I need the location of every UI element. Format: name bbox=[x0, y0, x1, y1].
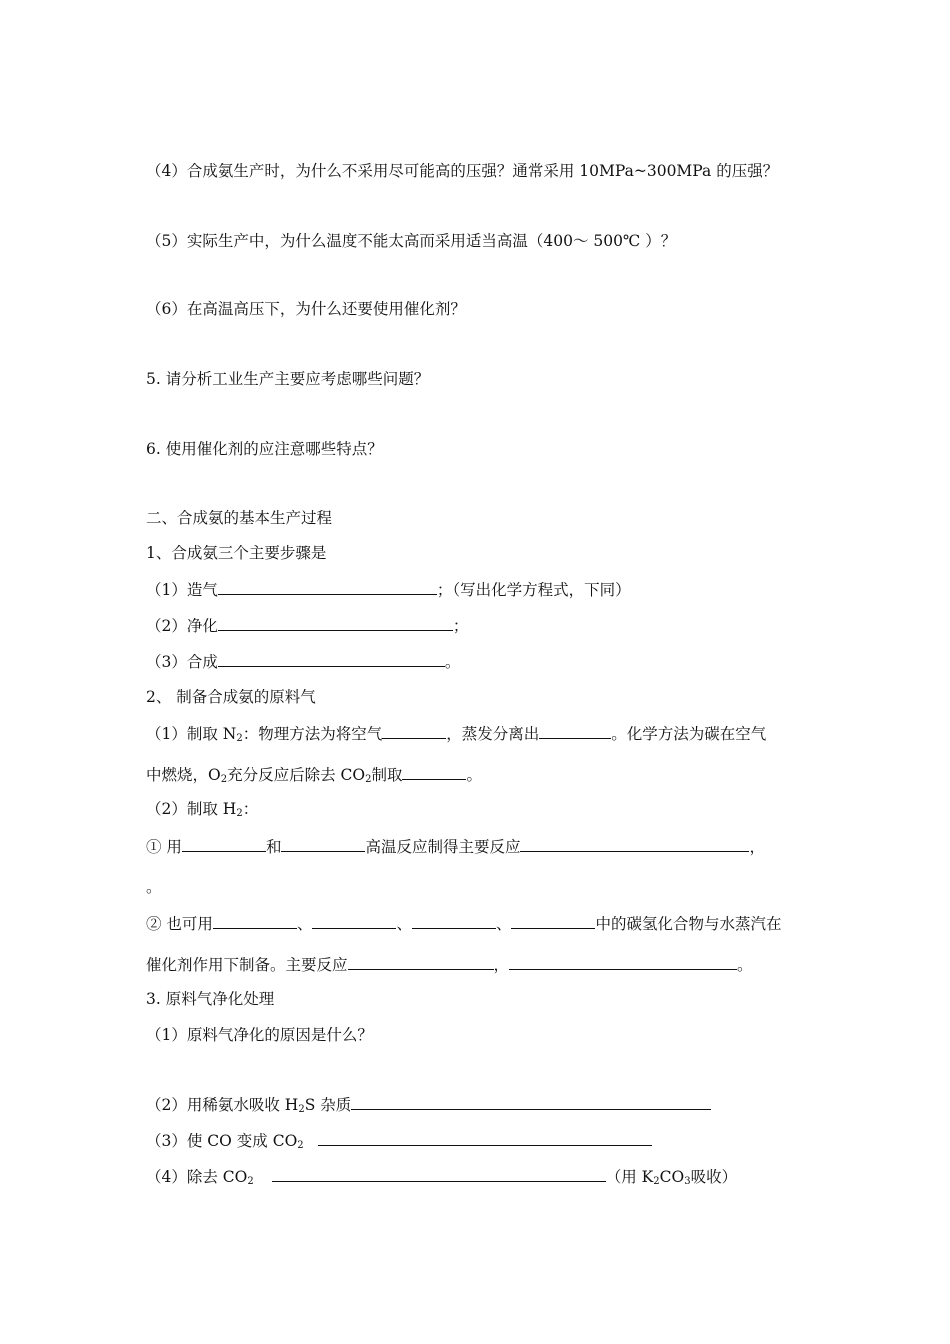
purification-title: 3. 原料气净化处理 bbox=[146, 990, 275, 1008]
answer-blank[interactable] bbox=[281, 836, 365, 852]
punctuation: 。 bbox=[444, 653, 461, 671]
h2-method-2-line1 bbox=[146, 913, 782, 934]
answer-blank[interactable] bbox=[318, 1130, 652, 1146]
text: 。化学方法为碳在空气 bbox=[611, 725, 767, 743]
h2s-absorption bbox=[146, 1094, 711, 1115]
text: 高温反应制得主要反应 bbox=[365, 838, 521, 856]
text: 、 bbox=[495, 915, 512, 933]
subscript: 2 bbox=[236, 733, 243, 744]
answer-blank[interactable] bbox=[520, 836, 749, 852]
n2-prep-line2 bbox=[146, 764, 482, 785]
text: 中燃烧，O bbox=[146, 766, 221, 784]
step-synthesis bbox=[146, 651, 460, 672]
question-5: 5. 请分析工业生产主要应考虑哪些问题？ bbox=[146, 370, 430, 388]
answer-blank[interactable] bbox=[348, 954, 494, 970]
subscript: 3 bbox=[684, 1176, 691, 1187]
raw-gas-title: 2、 制备合成氨的原料气 bbox=[146, 688, 316, 706]
text: ① 用 bbox=[146, 838, 182, 856]
answer-blank[interactable] bbox=[402, 764, 466, 780]
text: （4）除去 CO bbox=[146, 1168, 248, 1186]
question-4-5: （5）实际生产中，为什么温度不能太高而采用适当高温（400～ 500℃ ）？ bbox=[146, 232, 677, 250]
answer-blank[interactable] bbox=[511, 913, 595, 929]
answer-blank[interactable] bbox=[213, 913, 297, 929]
h2-method-1-end: 。 bbox=[146, 878, 162, 896]
answer-blank[interactable] bbox=[351, 1094, 711, 1110]
h2-prep-title bbox=[146, 799, 258, 819]
question-6: 6. 使用催化剂的应注意哪些特点？ bbox=[146, 440, 383, 458]
text: 制取 bbox=[371, 766, 403, 784]
purification-reason: （1）原料气净化的原因是什么？ bbox=[146, 1026, 373, 1044]
text: （1）制取 N bbox=[146, 725, 237, 743]
text: ：物理方法为将空气 bbox=[242, 725, 383, 743]
h2-method-1 bbox=[146, 836, 765, 857]
text: 。 bbox=[737, 956, 753, 974]
answer-blank[interactable] bbox=[272, 1166, 606, 1182]
answer-blank[interactable] bbox=[382, 723, 446, 739]
punctuation: ； bbox=[452, 617, 469, 635]
text: （3）使 CO 变成 CO bbox=[146, 1132, 298, 1150]
co2-removal bbox=[146, 1166, 737, 1187]
question-4-6: （6）在高温高压下，为什么还要使用催化剂？ bbox=[146, 300, 466, 318]
section-2-heading: 二、合成氨的基本生产过程 bbox=[146, 509, 333, 527]
step-purification-label: （2）净化 bbox=[146, 617, 218, 635]
text: ， bbox=[749, 838, 765, 856]
n2-prep-line1 bbox=[146, 723, 766, 744]
subscript: 2 bbox=[365, 774, 372, 785]
text: 充分反应后除去 CO bbox=[227, 766, 366, 784]
text: 。 bbox=[466, 766, 482, 784]
text: （2）制取 H bbox=[146, 800, 237, 818]
answer-blank[interactable] bbox=[218, 651, 445, 667]
text: 、 bbox=[296, 915, 313, 933]
text: 、 bbox=[396, 915, 412, 933]
step-synthesis-label: （3）合成 bbox=[146, 653, 218, 671]
text: 和 bbox=[265, 838, 282, 856]
text: 催化剂作用下制备。主要反应 bbox=[146, 956, 348, 974]
answer-blank[interactable] bbox=[218, 579, 437, 595]
text: （用 K bbox=[605, 1168, 654, 1186]
step-gas-making-label: （1）造气 bbox=[146, 581, 218, 599]
co-conversion bbox=[146, 1130, 652, 1151]
text: 吸收） bbox=[690, 1168, 738, 1186]
question-4-4: （4）合成氨生产时，为什么不采用尽可能高的压强？通常采用 10MPa~300MPa 的压强？ bbox=[146, 162, 779, 180]
answer-blank[interactable] bbox=[312, 913, 396, 929]
subscript: 2 bbox=[236, 808, 243, 819]
text: ， bbox=[493, 956, 510, 974]
step-purification bbox=[146, 615, 468, 636]
answer-blank[interactable] bbox=[218, 615, 453, 631]
text: ： bbox=[242, 800, 259, 818]
text: ，蒸发分离出 bbox=[446, 725, 540, 743]
step-gas-making-note: ；（写出化学方程式，下同） bbox=[436, 581, 631, 599]
text: 中的碳氢化合物与水蒸汽在 bbox=[595, 915, 782, 933]
subscript: 2 bbox=[653, 1176, 660, 1187]
text: S 杂质 bbox=[304, 1096, 352, 1114]
answer-blank[interactable] bbox=[539, 723, 611, 739]
step-gas-making bbox=[146, 579, 631, 600]
subscript: 2 bbox=[298, 1104, 305, 1115]
subscript: 2 bbox=[297, 1140, 304, 1151]
answer-blank[interactable] bbox=[412, 913, 496, 929]
subscript: 2 bbox=[220, 774, 228, 785]
text: ② 也可用 bbox=[146, 915, 213, 933]
h2-method-2-line2 bbox=[146, 954, 753, 975]
steps-title: 1、合成氨三个主要步骤是 bbox=[146, 544, 327, 562]
answer-blank[interactable] bbox=[509, 954, 737, 970]
answer-blank[interactable] bbox=[182, 836, 266, 852]
text: CO bbox=[659, 1168, 685, 1186]
text: （2）用稀氨水吸收 H bbox=[146, 1096, 299, 1114]
subscript: 2 bbox=[247, 1176, 254, 1187]
